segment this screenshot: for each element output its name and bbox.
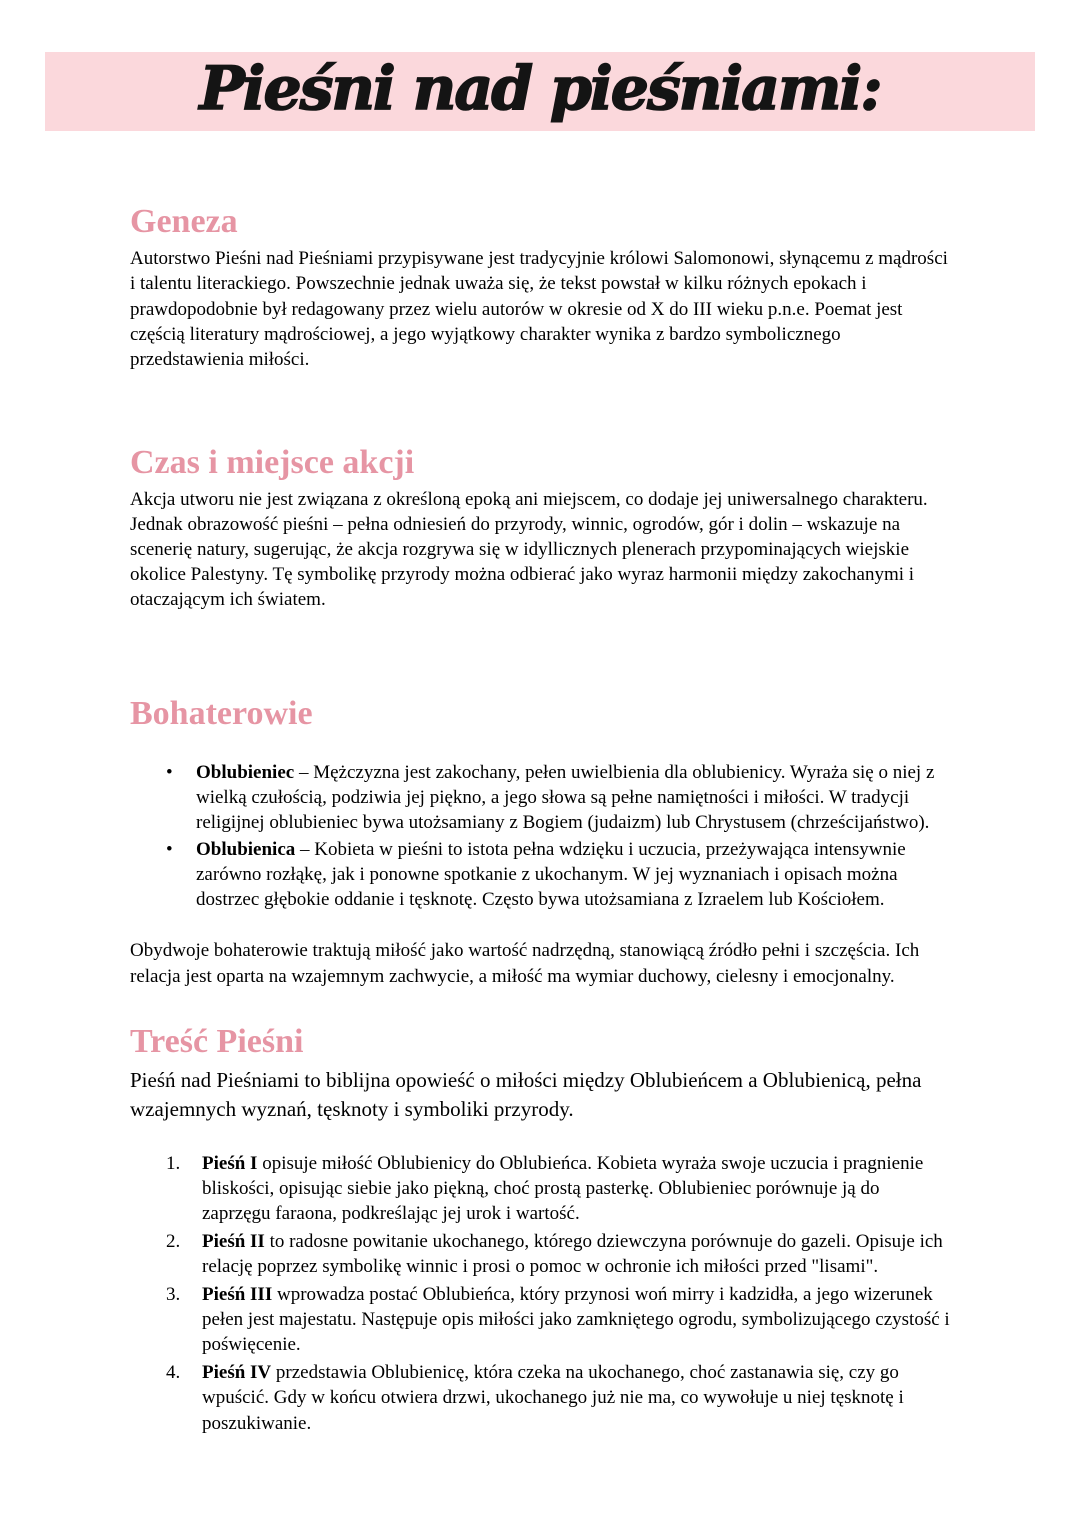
- section-heading-geneza: Geneza: [130, 203, 238, 240]
- song-item-1: [166, 1151, 950, 1226]
- song-item-body: [202, 1229, 950, 1279]
- character-description: – Mężczyzna jest zakochany, pełen uwielbienia dla oblubienicy. Wyraża się o niej z wielką czułością, podziwia jej piękno, a jego słowa są pełne namiętności i miłości. W tradycji religijnej oblubieniec bywa utożsamiany z Bogiem (judaizm) lub Chrystusem (chrześcijaństwo).: [196, 761, 935, 834]
- character-description: – Kobieta w pieśni to istota pełna wdzięku i uczucia, przeżywająca intensywnie zarówno rozłąkę, jak i ponowne spotkanie z ukochanym. W jej wyznaniach i opisach można dostrzec głębokie oddanie i tęsknotę. Często bywa utożsamiana z Izraelem lub Kościołem.: [196, 839, 906, 911]
- song-item-3: [166, 1282, 950, 1357]
- song-term: Pieśń IV: [202, 1362, 272, 1384]
- bullet-icon: •: [166, 839, 173, 861]
- list-item-body: [196, 837, 950, 912]
- song-description: wprowadza postać Oblubieńca, który przynosi woń mirry i kadzidła, a jego wizerunek pełen jest majestatu. Następuje opis miłości jako zamkniętego ogrodu, symbolizującego czystość i poświęcenie.: [202, 1284, 950, 1356]
- song-term: Pieśń I: [202, 1152, 258, 1174]
- song-item-2: [166, 1229, 950, 1279]
- paragraph-geneza: Autorstwo Pieśni nad Pieśniami przypisywane jest tradycyjnie królowi Salomonowi, słynącemu z mądrości i talentu literackiego. Powszechnie jednak uważa się, że tekst powstał w kilku różnych epokach i prawdopodobnie był redagowany przez wielu autorów w okresie od X do III wieku p.n.e. Poemat jest częścią literatury mądrościowej, a jego wyjątkowy charakter wynika z bardzo symbolicznego przedstawienia miłości.: [130, 248, 948, 370]
- section-bohaterowie: [130, 695, 950, 989]
- song-term: Pieśń III: [202, 1284, 273, 1306]
- character-term: Oblubienica: [196, 839, 296, 861]
- character-term: Oblubieniec: [196, 761, 295, 783]
- bullet-icon: •: [166, 761, 173, 783]
- song-description: to radosne powitanie ukochanego, którego dziewczyna porównuje do gazeli. Opisuje ich relację poprzez symbolikę winnic i prosi o pomoc w ochronie ich miłości przed "lisami".: [202, 1230, 943, 1278]
- song-item-body: [202, 1151, 950, 1226]
- songs-list: [130, 1151, 950, 1436]
- section-heading-bohaterowie: Bohaterowie: [130, 694, 313, 732]
- song-description: opisuje miłość Oblubienicy do Oblubieńca. Kobieta wyraża swoje uczucia i pragnienie bliskości, opisując siebie jako piękną, choć prostą pasterkę. Oblubieniec porównuje ją do zaprzęgu faraona, podkreślając jej urok i wartość.: [202, 1152, 924, 1224]
- document-title: Pieśni nad pieśniami:: [199, 54, 881, 124]
- song-item-body: [202, 1360, 950, 1435]
- paragraph-bohaterowie-summary: Obydwoje bohaterowie traktują miłość jako wartość nadrzędną, stanowiącą źródło pełni i szczęścia. Ich relacja jest oparta na wzajemnym zachwycie, a miłość ma wymiar duchowy, cielesny i emocjonalny.: [130, 940, 920, 987]
- song-number: 1.: [166, 1152, 181, 1174]
- section-czas-i-miejsce: [130, 444, 950, 613]
- section-tresc-piesni: [130, 1023, 950, 1436]
- paragraph-czas: Akcja utworu nie jest związana z określoną epoką ani miejscem, co dodaje jej uniwersalnego charakteru. Jednak obrazowość pieśni – pełna odniesień do przyrody, winnic, ogrodów, gór i dolin – wskazuje na scenerię natury, sugerując, że akcja rozgrywa się w idyllicznych plenerach przypominających wiejskie okolice Palestyny. Tę symbolikę przyrody można odbierać jako wyraz harmonii między zakochanymi i otaczającym ich światem.: [130, 489, 928, 611]
- section-heading-czas: Czas i miejsce akcji: [130, 443, 415, 481]
- song-description: przedstawia Oblubienicę, która czeka na ukochanego, choć zastanawia się, czy go wpuścić. Gdy w końcu otwiera drzwi, ukochanego już nie ma, co wywołuje u niej tęsknotę i poszukiwanie.: [202, 1362, 904, 1434]
- section-geneza: [130, 203, 950, 372]
- list-item-oblubienica: [166, 837, 950, 912]
- song-number: 3.: [166, 1284, 181, 1306]
- song-item-4: [166, 1360, 950, 1435]
- list-item-oblubieniec: [166, 760, 950, 835]
- song-number: 4.: [166, 1362, 181, 1384]
- document-content: [0, 203, 1080, 1499]
- song-number: 2.: [166, 1230, 181, 1252]
- song-item-body: [202, 1282, 950, 1357]
- title-banner: [45, 52, 1035, 131]
- list-item-body: [196, 760, 950, 835]
- paragraph-tresc-intro: Pieśń nad Pieśniami to biblijna opowieść o miłości między Oblubieńcem a Oblubienicą, pełna wzajemnych wyznań, tęsknoty i symboliki przyrody.: [130, 1067, 922, 1122]
- characters-list: [130, 760, 950, 912]
- section-heading-tresc: Treść Pieśni: [130, 1022, 304, 1060]
- song-term: Pieśń II: [202, 1230, 265, 1252]
